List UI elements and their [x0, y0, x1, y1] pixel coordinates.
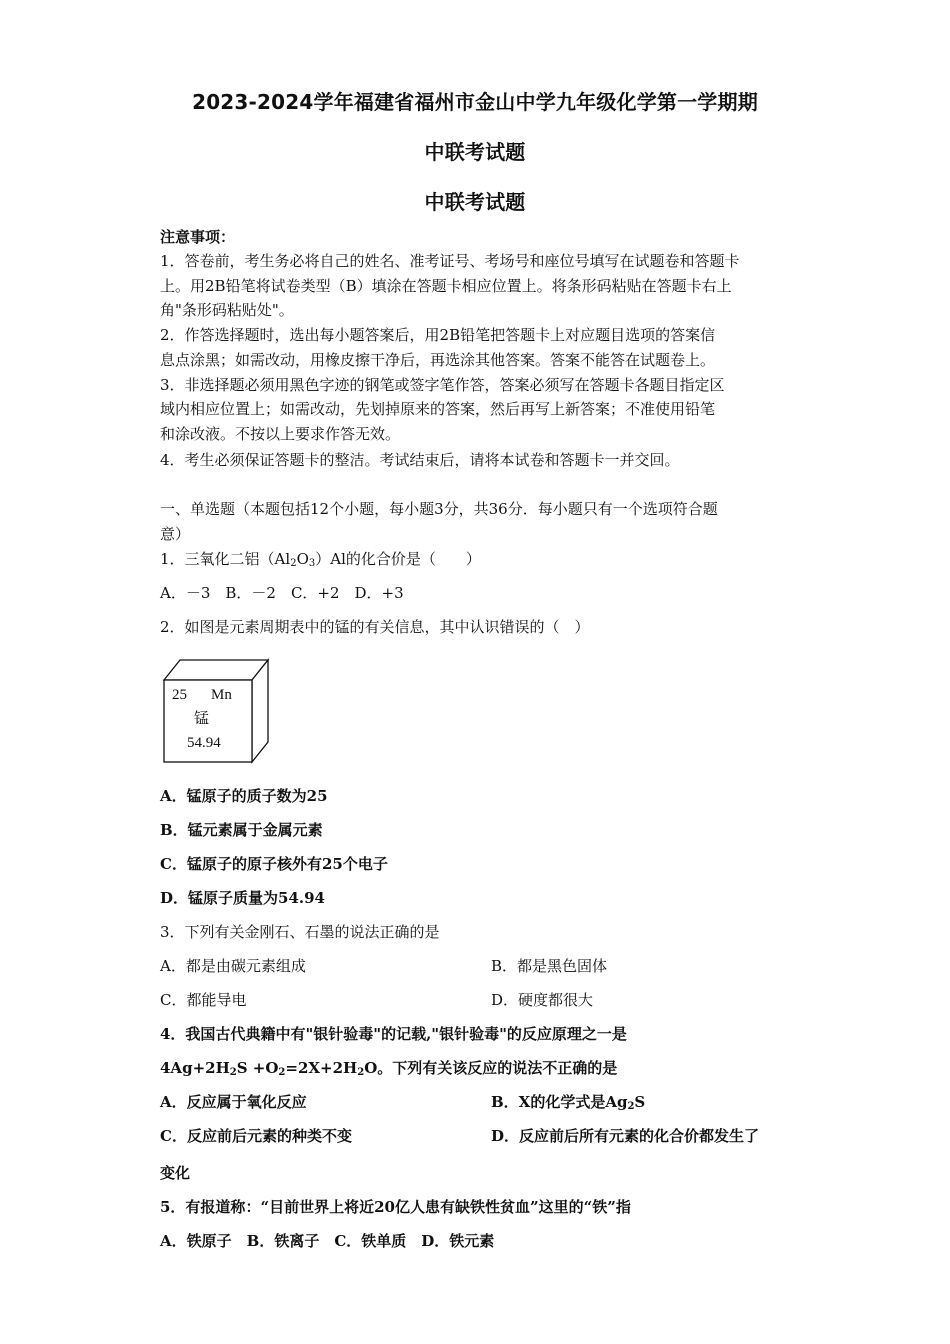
exam-title-line1: 2023-2024学年福建省福州市金山中学九年级化学第一学期期 — [192, 90, 758, 114]
notice-line: 角"条形码粘贴处"。 — [160, 301, 294, 319]
q4-equation-line: $4Ag+2H_2S +O_2=2X+2H_2O$。下列有关该反应的说法不正确的是 — [160, 1059, 618, 1078]
q4-option-d: D．反应前后所有元素的化合价都发生了 — [491, 1127, 760, 1145]
q3-option-d: D．硬度都很大 — [491, 991, 594, 1009]
q4-option-d-continued: 变化 — [160, 1164, 191, 1182]
element-atomic-number: 25 — [172, 687, 187, 703]
notice-line: 2．作答选择题时，选出每小题答案后，用2B铅笔把答题卡上对应题目选项的答案信 — [160, 326, 716, 344]
notice-line: 域内相应位置上；如需改动，先划掉原来的答案，然后再写上新答案；不准使用铅笔 — [160, 400, 716, 418]
q2-option-a: A．锰原子的质子数为25 — [160, 787, 328, 805]
q3-stem: 3．下列有关金刚石、石墨的说法正确的是 — [160, 923, 440, 941]
element-name: 锰 — [194, 711, 210, 727]
q2-option-d: D．锰原子质量为54.94 — [160, 889, 325, 907]
section-heading-line1: 一、单选题（本题包括12个小题，每小题3分，共36分．每小题只有一个选项符合题 — [160, 500, 718, 518]
q5-options: A．铁原子 B．铁离子 C．铁单质 D．铁元素 — [160, 1232, 495, 1250]
q3-option-a: A．都是由碳元素组成 — [160, 957, 306, 975]
notice-line: 息点涂黑；如需改动，用橡皮擦干净后，再选涂其他答案。答案不能答在试题卷上。 — [160, 351, 716, 369]
q5-stem: 5．有报道称：“目前世界上将近20亿人患有缺铁性贫血”这里的“铁”指 — [160, 1198, 631, 1216]
q4-stem-line1: 4．我国古代典籍中有"银针验毒"的记载,"银针验毒"的反应原理之一是 — [160, 1025, 627, 1043]
notice-heading: 注意事项： — [160, 228, 236, 246]
q1-stem: 1．三氧化二铝$(Al_2O_3)Al$的化合价是（ ） — [160, 550, 481, 569]
q4-option-b: B．X的化学式是$Ag_2S$ — [491, 1093, 646, 1112]
q2-stem: 2．如图是元素周期表中的锰的有关信息，其中认识错误的（ ） — [160, 618, 590, 636]
element-symbol: Mn — [211, 687, 232, 703]
q1-options: A．－3 B．－2 C．+2 D．+3 — [160, 584, 404, 602]
exam-title-line3: 中联考试题 — [424, 190, 526, 214]
notice-line: 上。用2B铅笔将试卷类型（B）填涂在答题卡相应位置上。将条形码粘贴在答题卡右上 — [160, 277, 732, 295]
notice-line: 4．考生必须保证答题卡的整洁。考试结束后，请将本试卷和答题卡一并交回。 — [160, 451, 680, 469]
q4-option-c: C．反应前后元素的种类不变 — [160, 1127, 352, 1145]
q2-option-c: C．锰原子的原子核外有25个电子 — [160, 855, 388, 873]
q3-option-b: B．都是黑色固体 — [491, 957, 608, 975]
section-heading-line2: 意） — [160, 525, 191, 543]
notice-line: 3．非选择题必须用黑色字迹的钢笔或签字笔作答，答案必须写在答题卡各题目指定区 — [160, 376, 725, 394]
q4-option-a: A．反应属于氧化反应 — [160, 1093, 307, 1111]
q2-option-b: B．锰元素属于金属元素 — [160, 821, 323, 839]
exam-title-line2: 中联考试题 — [424, 140, 526, 164]
notice-line: 和涂改液。不按以上要求作答无效。 — [160, 425, 401, 443]
q3-option-c: C．都能导电 — [160, 991, 247, 1009]
manganese-element-card — [160, 654, 270, 764]
element-atomic-mass: 54.94 — [187, 735, 221, 751]
notice-line: 1．答卷前，考生务必将自己的姓名、准考证号、考场号和座位号填写在试题卷和答题卡 — [160, 252, 740, 270]
